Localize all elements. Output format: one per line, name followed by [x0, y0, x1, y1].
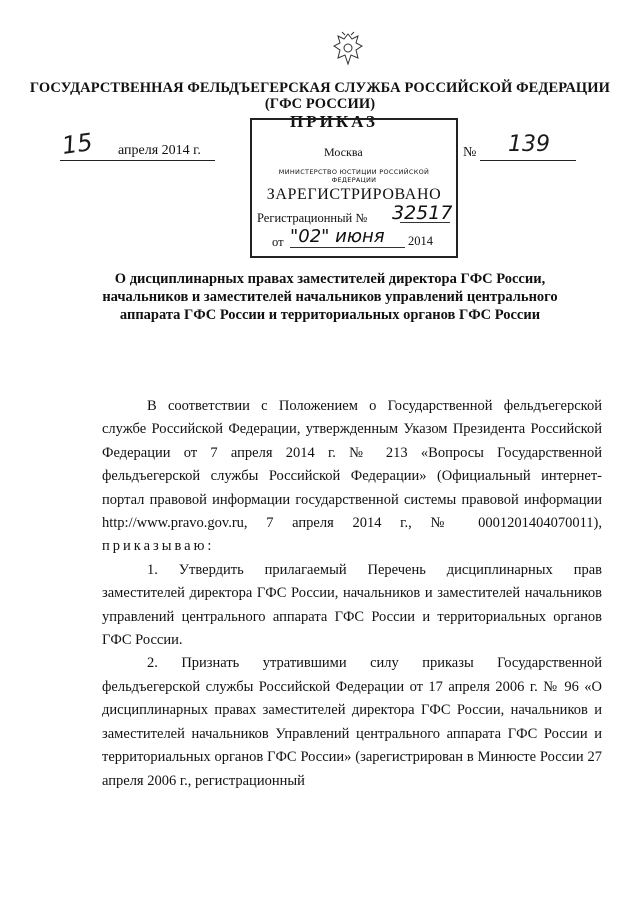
stamp-regnum-handwritten: 32517	[392, 202, 453, 224]
stamp-regnum-label: Регистрационный №	[257, 211, 368, 225]
document-body	[102, 395, 602, 793]
city: Москва	[324, 145, 363, 159]
stamp-regdate-handwritten: "02" июня	[290, 226, 385, 247]
item-2-paragraph: 2. Признать утратившими силу приказы Государственной фельдъегерской службы Российской Федерации от 17 апреля 2006 г. № 96 «О дисциплинарных правах заместителей директора ГФС России, начальников и заместителей начальников Управлений центрального аппарата ГФС России и территориальных органов ГФС России» (зарегистрирован в Минюсте России 27 апреля 2006 г., регистрационный	[102, 655, 602, 789]
order-number-handwritten: 139	[508, 132, 550, 157]
doc-type: ПРИКАЗ	[290, 112, 378, 131]
document-title	[70, 270, 590, 324]
stamp-regyear: 2014	[408, 234, 433, 248]
date-underline	[60, 160, 215, 161]
stamp-registered: ЗАРЕГИСТРИРОВАНО	[266, 186, 442, 203]
number-underline	[480, 160, 576, 161]
organization-name: ГОСУДАРСТВЕННАЯ ФЕЛЬДЪЕГЕРСКАЯ СЛУЖБА РОССИЙСКОЙ ФЕДЕРАЦИИ	[29, 80, 611, 96]
order-word: приказываю:	[102, 538, 215, 555]
date-day-handwritten: 15	[60, 128, 95, 160]
title-line: аппарата ГФС России и территориальных органов ГФС России	[119, 307, 541, 323]
intro-text: В соответствии с Положением о Государственной фельдъегерской службе Российской Федерации, утвержденным Указом Президента Российской Федерации от 7 апреля 2014 г. № 213 «Вопросы Государственной фельдъегерской службы Российской Федерации» (Официальный интернет-портал правовой информации государственной системы правовой информации http://www.pravo.gov.ru, 7 апреля 2014 г., № 0001201404070011),	[102, 398, 602, 532]
order-date: апреля 2014 г.	[118, 143, 201, 158]
organization-abbreviation: (ГФС РОССИИ)	[264, 96, 376, 112]
organization-header	[0, 80, 640, 112]
stamp-regdate-underline	[290, 247, 405, 248]
title-line: О дисциплинарных правах заместителей директора ГФС России,	[114, 271, 546, 287]
number-label: №	[463, 145, 477, 160]
state-emblem-icon	[330, 30, 366, 68]
title-line: начальников и заместителей начальников управлений центрального	[102, 289, 558, 305]
intro-paragraph	[102, 395, 602, 559]
stamp-ministry: МИНИСТЕРСТВО ЮСТИЦИИ РОССИЙСКОЙ ФЕДЕРАЦИИ	[278, 168, 430, 184]
stamp-regdate-label: от	[272, 235, 284, 249]
registration-stamp	[250, 118, 458, 258]
item-1-paragraph: 1. Утвердить прилагаемый Перечень дисциплинарных прав заместителей директора ГФС России, начальников и заместителей начальников управлений центрального аппарата ГФС России и территориальных органов ГФС России.	[102, 561, 602, 649]
